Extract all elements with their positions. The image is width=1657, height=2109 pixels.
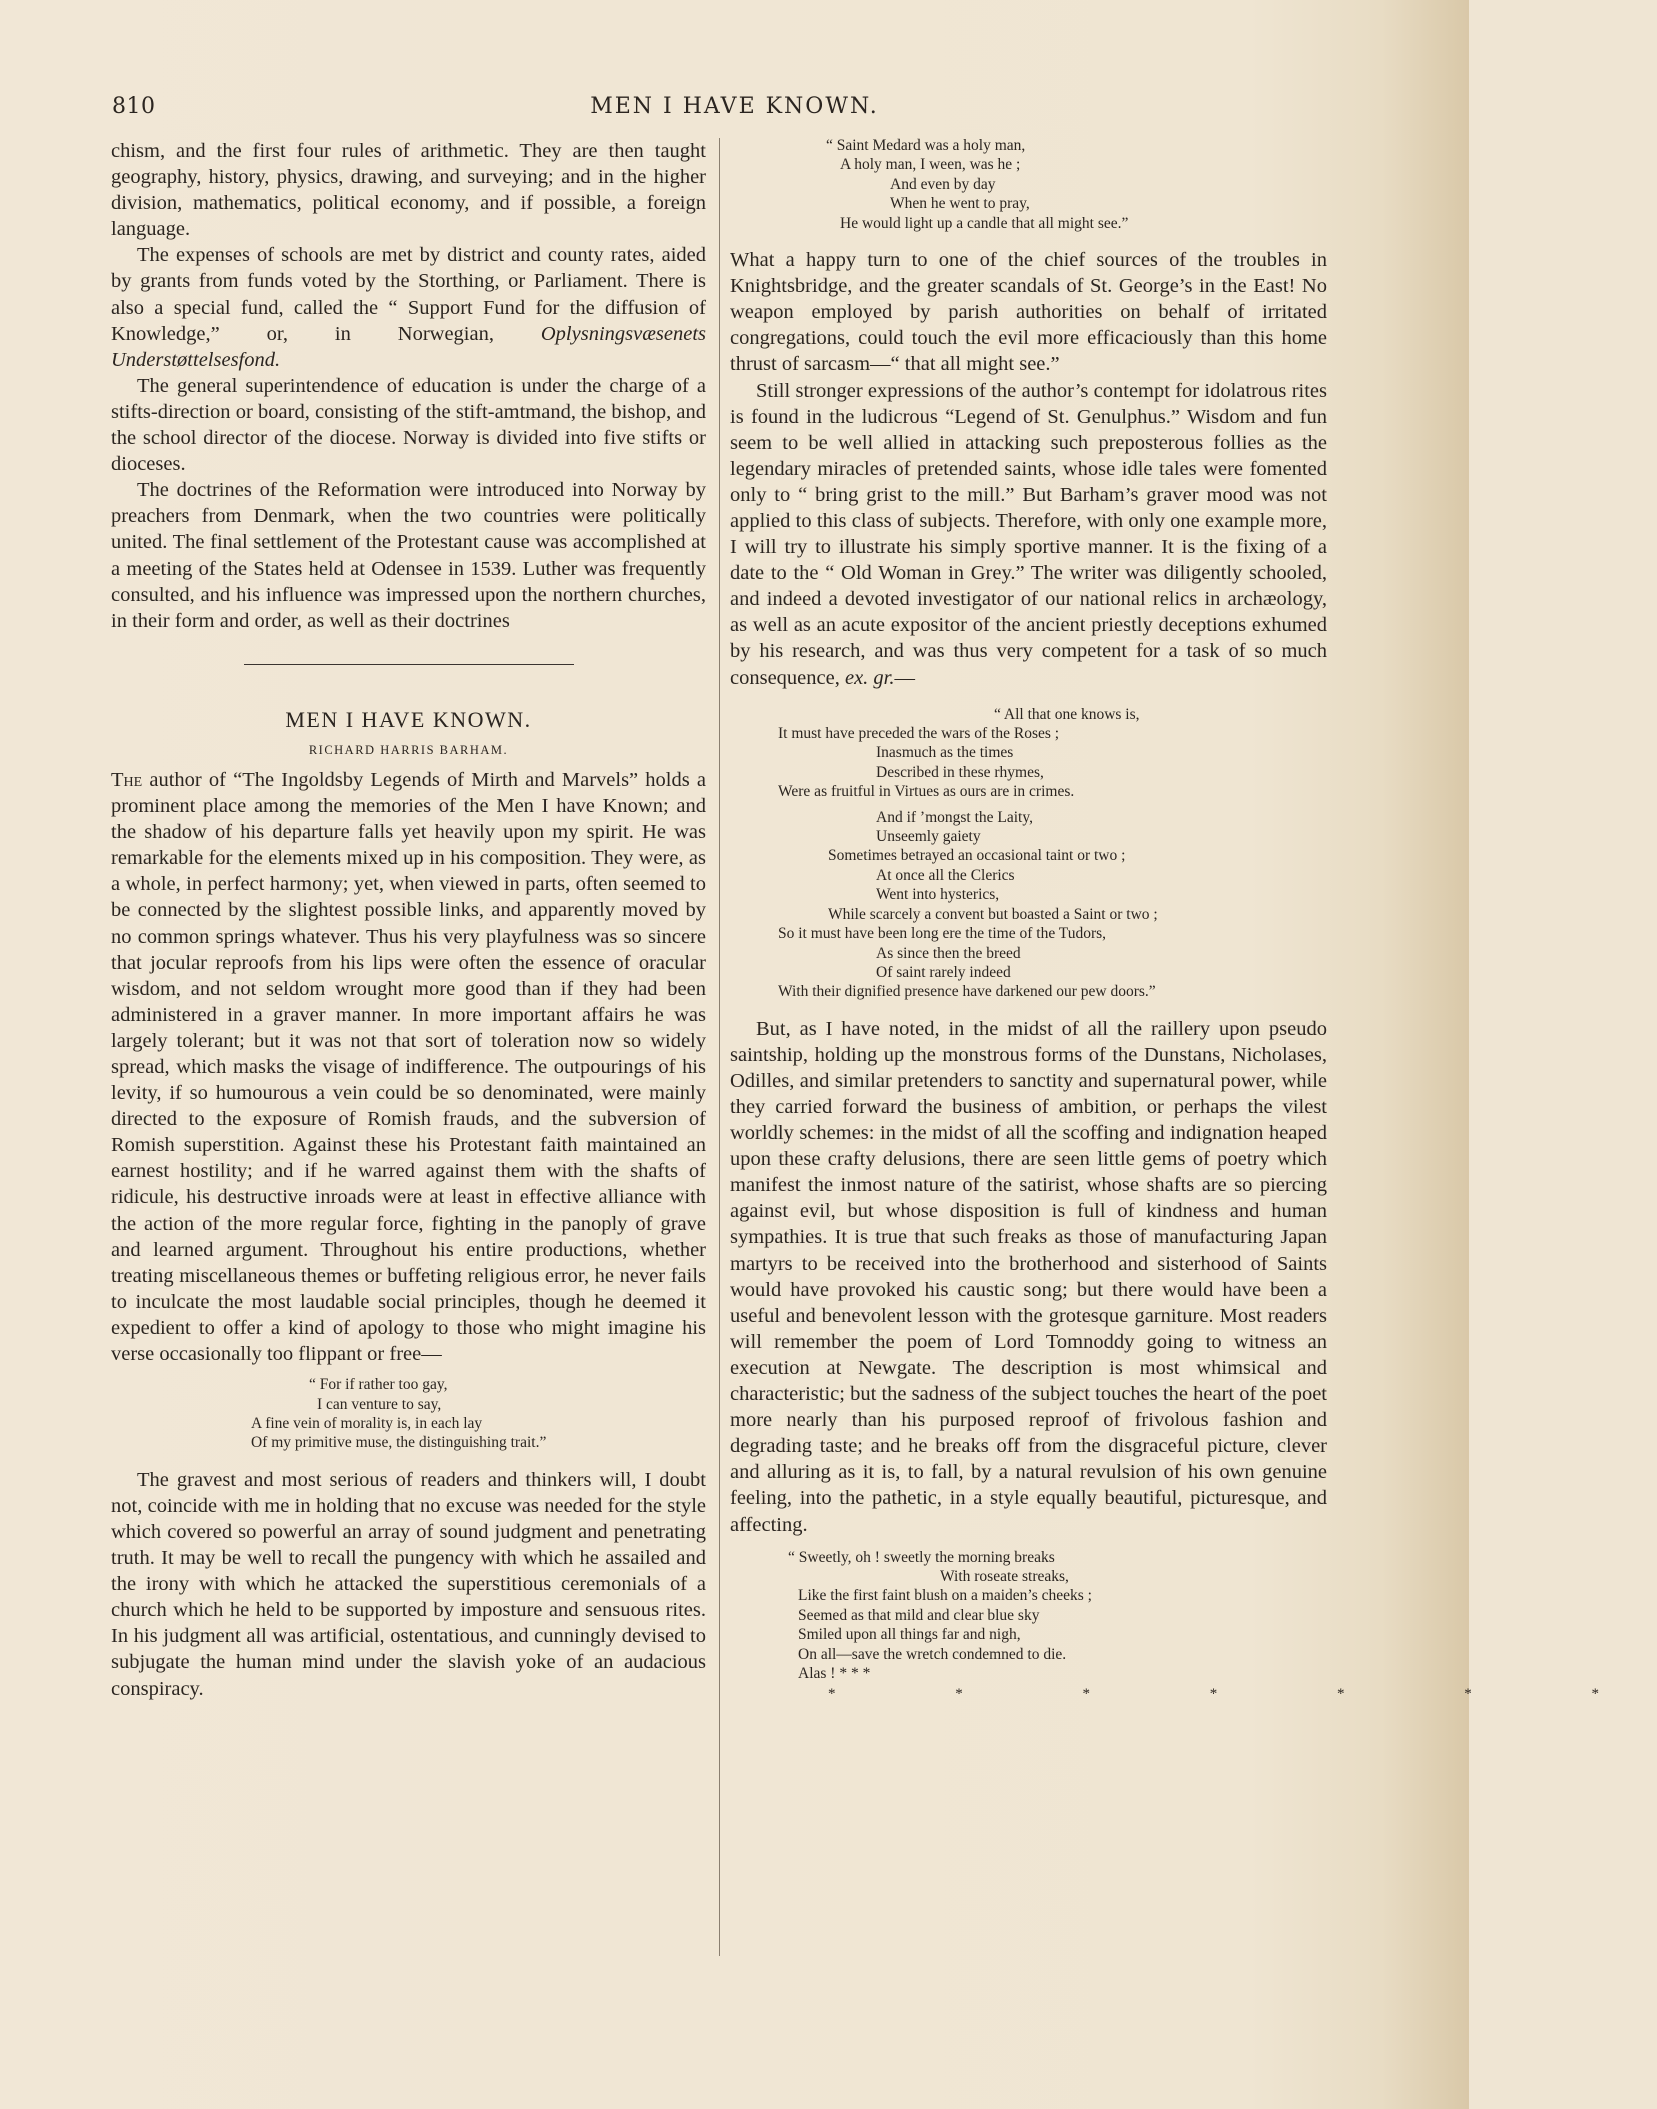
verse-line: “ Sweetly, oh ! sweetly the morning breaks [788, 1548, 1055, 1566]
verse-line: Were as fruitful in Virtues as ours are in crimes. [778, 783, 1075, 801]
paragraph: What a happy turn to one of the chief sources of the troubles in Knightsbridge, and the greater scandals of St. George’s in the East! No weapon employed by parish authorities on behalf of irritated congregations, could touch the evil more efficaciously than this home thrust of sarcasm—“ that all might see.” [730, 249, 1327, 376]
verse-line: So it must have been long ere the time of the Tudors, [778, 925, 1107, 943]
paragraph-text: author of “The Ingoldsby Legends of Mirth and Marvels” holds a prominent place among the memories of the Men I have Known; and the shadow of his departure falls yet heavily upon my spirit. He was remarkable for the elements mixed up in his composition. They were, as a whole, in perfect harmony; yet, when viewed in parts, often seemed to be connected by the slightest possible links, and apparently moved by no common springs whatever. Thus his very playfulness was so sincere that jocular reproofs from his lips were often the essence of oracular wisdom, and not seldom wrought more good than if they had been administered in a graver manner. In more important affairs he was largely tolerant; but it was not that sort of toleration now so widely spread, which masks the visage of indifference. The outpourings of his levity, if so humourous a vein could be so denominated, were mainly directed to the exposure of Romish frauds, and the subversion of Romish superstition. Against these his Protestant faith maintained an earnest hostility; and if he warred against them with the shafts of ridicule, his destructive inroads were at least in effective alliance with the action of the more regular force, fighting in the panoply of grave and learned argument. Throughout his entire productions, whether treating miscellaneous themes or buffeting religious error, he never fails to inculcate the most laudable social principles, though he deemed it expedient to offer a kind of apology to those who might imagine his verse occasionally too flippant or free— [111, 768, 706, 1366]
paragraph-text: Still stronger expressions of the author’s contempt for idolatrous rites is found in the ludicrous “Legend of St. Genulphus.” Wisdom and fun seem to be well allied in attacking such preposterous follies as the legendary miracles of pretended saints, whose idle tales were fomented only to “ bring grist to the mill.” But Barham’s graver mood was not applied to this class of subjects. Therefore, with only one example more, I will try to illustrate his simply sportive manner. It is the fixing of a date to the “ Old Woman in Grey.” The writer was diligently schooled, and indeed a devoted investigator of our national relics in archæology, as well as an acute expositor of the ancient priestly deceptions exhumed by his research, and was thus very competent for a task of so much consequence, [730, 379, 1327, 689]
left-column [111, 138, 706, 1702]
article-author: RICHARD HARRIS BARHAM. [308, 742, 509, 757]
verse-quote [778, 705, 1327, 1002]
paragraph-text: — [894, 666, 916, 689]
verse-line: Sometimes betrayed an occasional taint or two ; [828, 847, 1126, 865]
paragraph: But, as I have noted, in the midst of all the raillery upon pseudo saintship, holding up the monstrous forms of the Dunstans, Nicholases, Odilles, and similar pretenders to sanctity and supernatural power, while they carried forward the business of ambition, or perhaps the vilest worldly schemes: in the midst of all the scoffing and indignation heaped upon these crafty delusions, there are seen little gems of poetry which manifest the inmost nature of the satirist, whose shafts are so piercing against evil, but whose disposition is full of kindness and human sympathies. It is true that such freaks as those of manufacturing Japan martyrs to be received into the brotherhood and sisterhood of Saints would have provoked his caustic song; but there would have been a useful and benevolent lesson with the grotesque garniture. Most readers will remember the poem of Lord Tomnoddy going to witness an execution at Newgate. The description is most whimsical and characteristic; but the sadness of the subject touches the heart of the poet more nearly than his purposed reproof of frivolous fashion and degrading taste; and he breaks off from the disgraceful picture, clever and alluring as it is, to fall, by a natural revulsion of his own genuine feeling, into the pathetic, in a style equally beautiful, picturesque, and affecting. [730, 1017, 1327, 1536]
verse-quote [788, 1548, 1327, 1684]
paragraph: The doctrines of the Reformation were introduced into Norway by preachers from Denmark, when the two countries were politically united. The final settlement of the Protestant cause was accomplished at a meeting of the States held at Odensee in 1539. Luther was frequently consulted, and his influence was impressed upon the northern churches, in their form and order, as well as their doctrines [111, 479, 706, 632]
section-divider [244, 664, 574, 665]
page-number: 810 [112, 94, 156, 119]
verse-line: A holy man, I ween, was he ; [840, 156, 1021, 174]
verse-line: Described in these rhymes, [876, 763, 1044, 781]
verse-line: Alas ! * * * [798, 1665, 871, 1683]
verse-line: And if ’mongst the Laity, [876, 808, 1033, 826]
verse-line: A fine vein of morality is, in each lay [251, 1414, 483, 1432]
verse-line: As since then the breed [876, 944, 1021, 962]
paragraph [730, 378, 1327, 691]
paragraph: The gravest and most serious of readers and thinkers will, I doubt not, coincide with me in holding that no excuse was needed for the style which covered so powerful an array of sound judgment and penetrating truth. It may be well to recall the pungency with which he assailed and the irony with which he attacked the superstitious ceremonials of a church which he held to be supported by imposture and sensuous rites. In his judgment all was artificial, ostentatious, and cunningly devised to subjugate the human mind under the slavish yoke of an audacious conspiracy. [111, 1468, 706, 1700]
paragraph-text: The expenses of schools are met by district and county rates, aided by grants from funds voted by the Storthing, or Parliament. There is also a special fund, called the “ Support Fund for the diffusion of Knowledge,” or, in Norwegian, [111, 244, 706, 345]
verse-line: Of my primitive muse, the distinguishing trait.” [251, 1434, 547, 1452]
right-column [730, 137, 1657, 1708]
verse-line: On all—save the wretch condemned to die. [798, 1645, 1067, 1663]
verse-line: Unseemly gaiety [876, 828, 981, 846]
paragraph [111, 242, 706, 372]
norwegian-term: Oplysningsvæsenets Understøttelsesfond. [111, 322, 706, 371]
verse-line: Smiled upon all things far and nigh, [798, 1626, 1021, 1644]
verse-line: “ Saint Medard was a holy man, [826, 137, 1026, 154]
verse-quote [229, 1375, 706, 1453]
column-divider [719, 138, 720, 1956]
verse-line: Went into hysterics, [876, 886, 1000, 904]
verse-line: Of saint rarely indeed [876, 963, 1011, 981]
verse-line: I can venture to say, [317, 1395, 442, 1413]
verse-line: With roseate streaks, [940, 1568, 1069, 1585]
ellipsis-stars: * * * * * * * [828, 1686, 1657, 1703]
paragraph [111, 767, 706, 1367]
verse-line: It must have preceded the wars of the Roses ; [778, 725, 1060, 743]
verse-line: When he went to pray, [890, 195, 1030, 213]
verse-quote [826, 136, 1327, 233]
verse-line: And even by day [890, 175, 996, 193]
paragraph: chism, and the first four rules of arithmetic. They are then taught geography, history, physics, drawing, and surveying; and in the higher division, mathematics, political economy, and if possible, a foreign language. [111, 140, 706, 241]
verse-line: Like the first faint blush on a maiden’s cheeks ; [798, 1587, 1092, 1605]
verse-line: He would light up a candle that all might see.” [840, 214, 1129, 232]
paragraph: The general superintendence of education is under the charge of a stifts-direction or board, consisting of the stift-amtmand, the bishop, and the school director of the diocese. Norway is divided into five stifts or dioceses. [111, 374, 706, 476]
article-title: MEN I HAVE KNOWN. [285, 706, 532, 732]
verse-line: “ All that one knows is, [994, 705, 1140, 723]
drop-word: The [111, 768, 143, 791]
verse-line: “ For if rather too gay, [309, 1376, 448, 1394]
verse-line: At once all the Clerics [876, 866, 1015, 884]
abbreviation: ex. gr. [844, 666, 895, 689]
running-head: MEN I HAVE KNOWN. [590, 94, 879, 119]
verse-line: Seemed as that mild and clear blue sky [798, 1606, 1040, 1624]
verse-line: While scarcely a convent but boasted a Saint or two ; [828, 905, 1158, 923]
verse-line: With their dignified presence have darkened our pew doors.” [778, 983, 1156, 1001]
verse-line: Inasmuch as the times [876, 744, 1014, 762]
